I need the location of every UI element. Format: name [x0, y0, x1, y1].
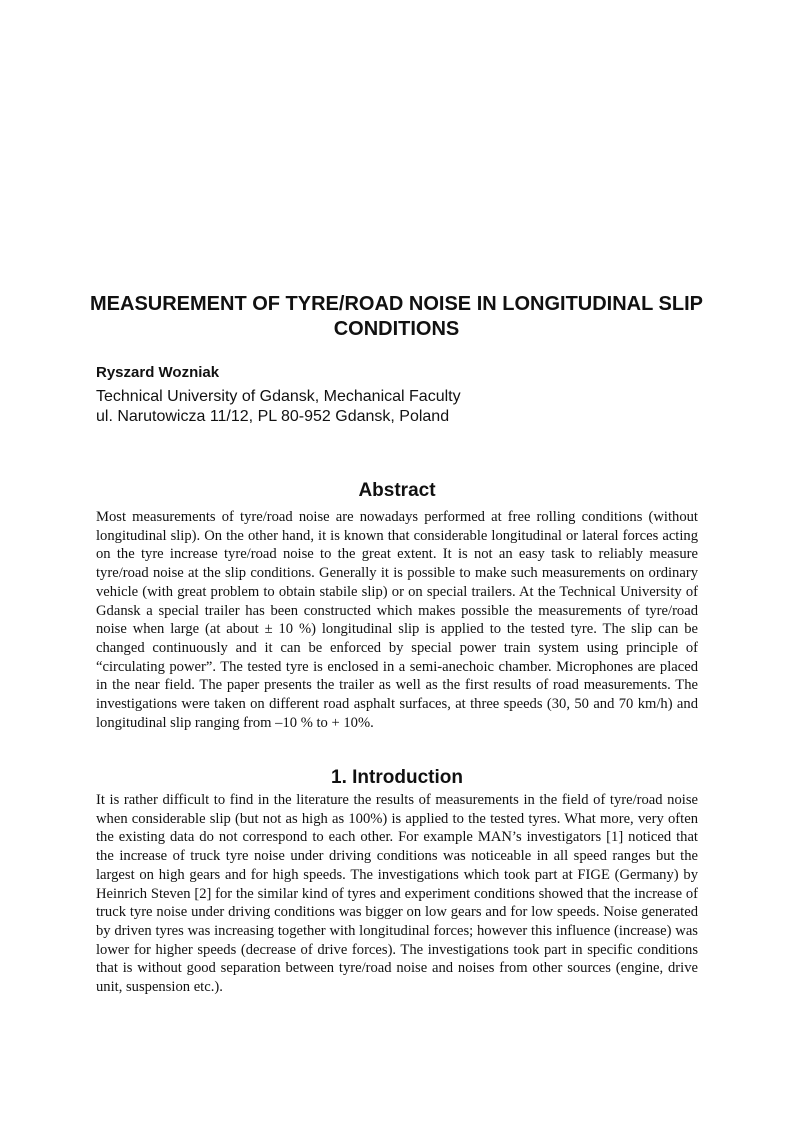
affiliation-line-1: Technical University of Gdansk, Mechanical Faculty: [96, 388, 461, 405]
abstract-text: Most measurements of tyre/road noise are nowadays performed at free rolling conditions (without longitudinal slip). On the other hand, it is known that considerable longitudinal or lateral forces acting on the tyre increase tyre/road noise to the great extent. It is not an easy task to reliably measure tyre/road noise at the slip conditions. Generally it is possible to make such measurements on ordinary vehicle (with great problem to obtain stabile slip) or on special trailers. At the Technical University of Gdansk a special trailer has been constructed which makes possible the measurements of tyre/road noise when large (at about ± 10 %) longitudinal slip is applied to the tested tyre. The slip can be changed continuously and it can be enforced by special power train system using principle of “circulating power”. The tested tyre is enclosed in a semi-anechoic chamber. Microphones are placed in the near field. The paper presents the trailer as well as the first results of road measurements. The investigations were taken on different road asphalt surfaces, at three speeds (30, 50 and 70 km/h) and longitudinal slip ranging from –10 % to + 10%.: [96, 509, 698, 731]
introduction-heading: 1. Introduction: [331, 767, 463, 788]
paper-title: MEASUREMENT OF TYRE/ROAD NOISE IN LONGITUDINAL SLIP CONDITIONS: [90, 293, 703, 340]
affiliation-line-2: ul. Narutowicza 11/12, PL 80-952 Gdansk, Poland: [96, 408, 450, 425]
author-name: Ryszard Wozniak: [96, 364, 220, 381]
introduction-text: It is rather difficult to find in the literature the results of measurements in the field of tyre/road noise when considerable slip (but not as high as 100%) is applied to the tested tyres. What more, very often the existing data do not correspond to each other. For example MAN’s investigators [1] noticed that the increase of truck tyre noise under driving conditions was noticeable in all speed ranges but the largest on high gears and for high speeds. The investigations which took part at FIGE (Germany) by Heinrich Steven [2] for the similar kind of tyres and experiment conditions showed that the increase of truck tyre noise under driving conditions was bigger on low gears and for low speeds. Noise generated by driven tyres was increasing together with longitudinal forces; however this influence (increase) was lower for higher speeds (decrease of drive forces). The investigations took part in specific conditions that is without good separation between tyre/road noise and noises from other sources (engine, drive unit, suspension etc.).: [96, 792, 698, 996]
abstract-heading: Abstract: [358, 480, 436, 501]
